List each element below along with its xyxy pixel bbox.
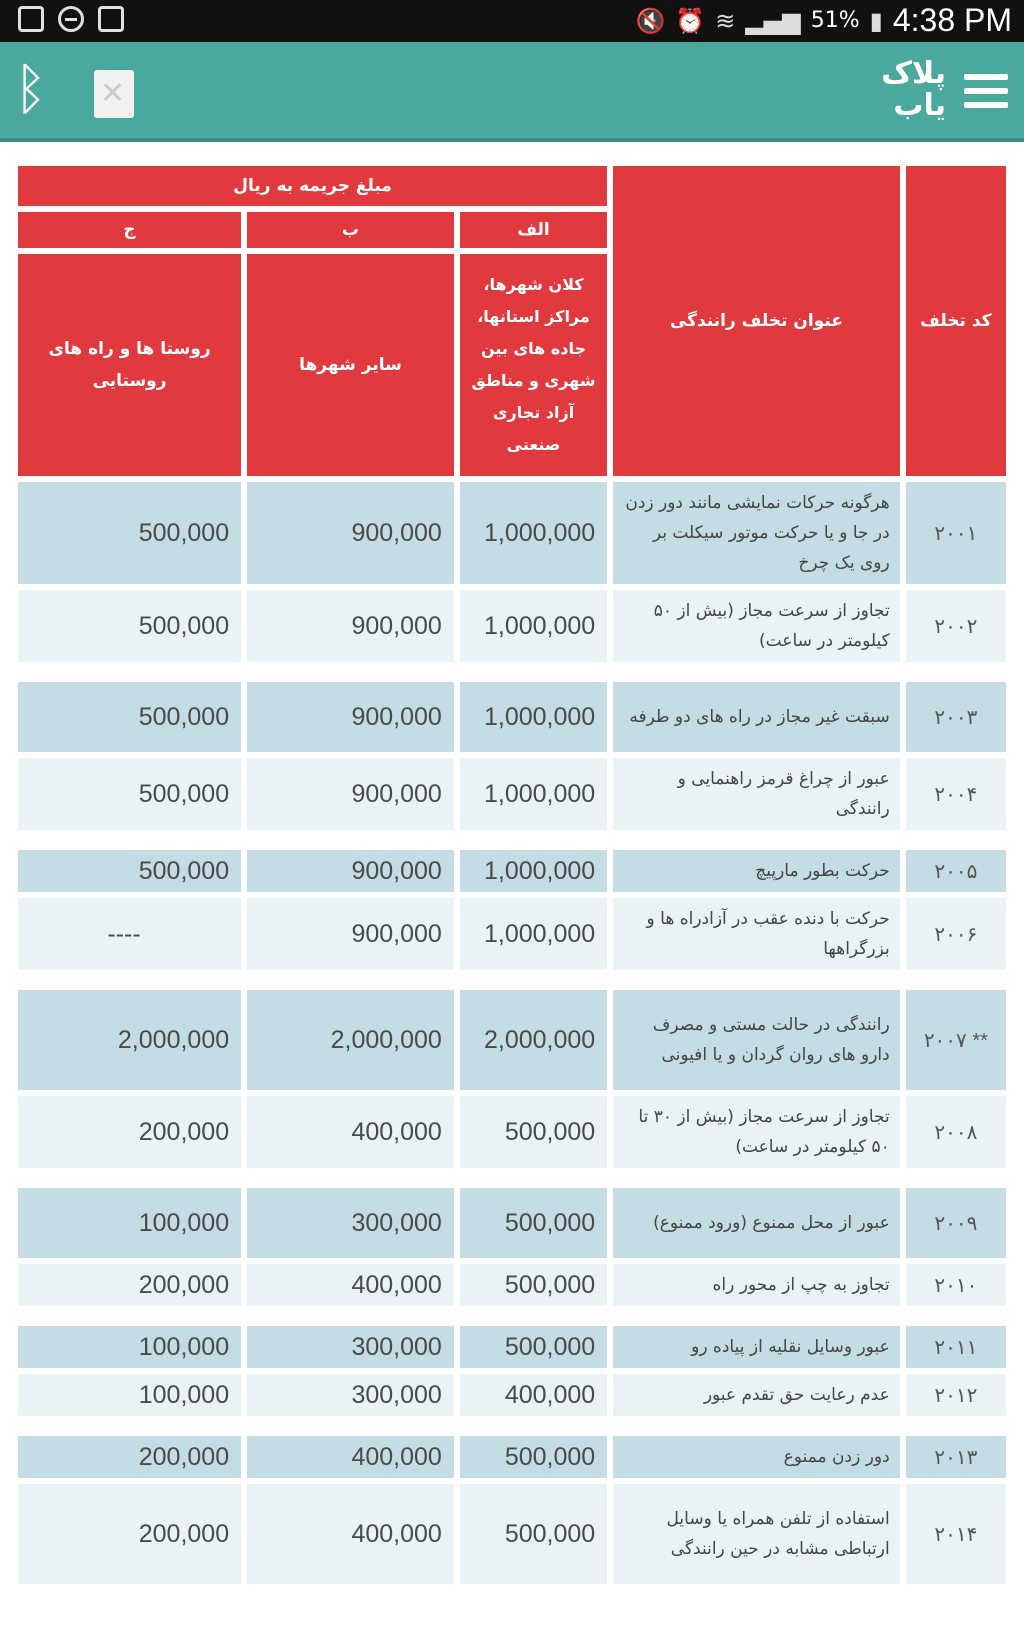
table-row [18,1484,1006,1584]
row-value-c: 200,000 [18,1436,241,1478]
row-value-b: 900,000 [247,682,454,752]
menu-icon[interactable] [964,74,1008,108]
spacer-cell [18,1422,1006,1430]
table-row [18,990,1006,1090]
row-value-a: 2,000,000 [460,990,607,1090]
signal-icon: ▂▄▆ [745,6,801,35]
row-value-a: 1,000,000 [460,850,607,892]
row-title: حرکت با دنده عقب در آزادراه ها و بزرگراهها [613,898,900,970]
row-value-a: 1,000,000 [460,482,607,584]
table-row [18,590,1006,662]
row-title: حرکت بطور مارپیچ [613,850,900,892]
row-code: ** ۲۰۰۷ [906,990,1006,1090]
row-value-c: 200,000 [18,1264,241,1306]
row-value-a: 500,000 [460,1326,607,1368]
table-row [18,482,1006,584]
spacer-cell [18,976,1006,984]
row-value-b: 900,000 [247,482,454,584]
row-spacer [18,1312,1006,1320]
row-value-a: 500,000 [460,1096,607,1168]
logo-line-1: پلاک [881,56,946,91]
row-code: ۲۰۰۵ [906,850,1006,892]
spacer-cell [18,836,1006,844]
app-bar [0,42,1024,142]
alarm-icon: ⏰ [675,6,706,35]
row-value-c: 200,000 [18,1096,241,1168]
row-value-c: 500,000 [18,850,241,892]
row-code: ۲۰۱۴ [906,1484,1006,1584]
header-col-a-desc: کلان شهرها، مراکز استانها، جاده های بین شهری و مناطق آزاد تجاری صنعتی [460,254,607,476]
row-value-b: 900,000 [247,758,454,830]
row-value-b: 400,000 [247,1484,454,1584]
row-code: ۲۰۰۳ [906,682,1006,752]
image-icon [98,6,124,32]
row-value-a: 1,000,000 [460,898,607,970]
row-code: ۲۰۱۳ [906,1436,1006,1478]
status-left-icons [18,6,124,32]
row-code: ۲۰۰۹ [906,1188,1006,1258]
row-code: ۲۰۱۲ [906,1374,1006,1416]
row-value-b: 300,000 [247,1188,454,1258]
row-title: رانندگی در حالت مستی و مصرف دارو های روان گردان و یا افیونی [613,990,900,1090]
row-title: تجاوز از سرعت مجاز (بیش از ۵۰ کیلومتر در ساعت) [613,590,900,662]
fines-table [12,160,1012,1590]
row-spacer [18,1174,1006,1182]
row-value-b: 400,000 [247,1264,454,1306]
row-spacer [18,668,1006,676]
row-code: ۲۰۰۸ [906,1096,1006,1168]
row-value-c: 500,000 [18,482,241,584]
row-value-c: 100,000 [18,1326,241,1368]
spacer-cell [18,668,1006,676]
row-value-a: 1,000,000 [460,682,607,752]
row-value-a: 1,000,000 [460,758,607,830]
row-value-c: 100,000 [18,1374,241,1416]
header-title: عنوان تخلف رانندگی [613,166,900,476]
row-value-b: 300,000 [247,1374,454,1416]
mute-icon: 🔇 [635,6,666,35]
status-right [635,2,1012,39]
row-code: ۲۰۰۴ [906,758,1006,830]
fines-table-container [17,160,1007,1590]
clock: 4:38 PM [892,2,1012,38]
table-row [18,1264,1006,1306]
table-row [18,758,1006,830]
table-row [18,898,1006,970]
battery-icon: ▮ [869,6,883,35]
row-value-b: 900,000 [247,898,454,970]
header-col-c: ج [18,212,241,248]
do-not-disturb-icon [58,6,84,32]
row-value-a: 500,000 [460,1264,607,1306]
row-title: عبور از محل ممنوع (ورود ممنوع) [613,1188,900,1258]
row-title: سبقت غیر مجاز در راه های دو طرفه [613,682,900,752]
header-col-a: الف [460,212,607,248]
row-title: عبور از چراغ قرمز راهنمایی و رانندگی [613,758,900,830]
row-title: هرگونه حرکات نمایشی مانند دور زدن در جا و یا حرکت موتور سیکلت بر روی یک چرخ [613,482,900,584]
row-title: استفاده از تلفن همراه یا وسایل ارتباطی مشابه در حین رانندگی [613,1484,900,1584]
row-value-c: 200,000 [18,1484,241,1584]
table-row [18,1374,1006,1416]
row-code: ۲۰۱۰ [906,1264,1006,1306]
table-row [18,1436,1006,1478]
spacer-cell [18,1174,1006,1182]
header-amount-group: مبلغ جریمه به ریال [18,166,607,206]
row-title: عدم رعایت حق تقدم عبور [613,1374,900,1416]
row-title: تجاوز از سرعت مجاز (بیش از ۳۰ تا ۵۰ کیلومتر در ساعت) [613,1096,900,1168]
header-code: کد تخلف [906,166,1006,476]
row-code: ۲۰۰۲ [906,590,1006,662]
row-value-b: 2,000,000 [247,990,454,1090]
table-row [18,1326,1006,1368]
header-col-b: ب [247,212,454,248]
header-col-c-desc: روستا ها و راه های روستایی [18,254,241,476]
header-col-b-desc: سایر شهرها [247,254,454,476]
row-value-b: 300,000 [247,1326,454,1368]
status-bar [0,0,1024,42]
row-title: تجاوز به چپ از محور راه [613,1264,900,1306]
row-value-c: 2,000,000 [18,990,241,1090]
table-row [18,1096,1006,1168]
table-row [18,850,1006,892]
table-row [18,682,1006,752]
row-spacer [18,976,1006,984]
row-value-c: 500,000 [18,590,241,662]
row-code: ۲۰۱۱ [906,1326,1006,1368]
row-value-b: 400,000 [247,1436,454,1478]
logo-line-2: یاب [893,88,946,123]
row-spacer [18,836,1006,844]
spacer-cell [18,1312,1006,1320]
row-code: ۲۰۰۱ [906,482,1006,584]
row-value-a: 400,000 [460,1374,607,1416]
notification-icon [18,6,44,32]
row-value-c: ---- [18,898,241,970]
row-value-c: 100,000 [18,1188,241,1258]
row-value-c: 500,000 [18,682,241,752]
battery-percent: 51% [810,8,860,33]
row-code: ۲۰۰۶ [906,898,1006,970]
sim-card-icon[interactable] [94,70,134,118]
row-value-c: 500,000 [18,758,241,830]
row-value-b: 900,000 [247,590,454,662]
row-value-b: 400,000 [247,1096,454,1168]
row-value-a: 500,000 [460,1436,607,1478]
row-title: عبور وسایل نقلیه از پیاده رو [613,1326,900,1368]
bluetooth-icon[interactable]: ᛒ [14,57,48,122]
row-title: دور زدن ممنوع [613,1436,900,1478]
table-row [18,1188,1006,1258]
row-value-a: 500,000 [460,1188,607,1258]
row-value-b: 900,000 [247,850,454,892]
wifi-icon: ≋ [715,6,736,35]
app-logo [881,58,946,122]
row-value-a: 1,000,000 [460,590,607,662]
row-spacer [18,1422,1006,1430]
row-value-a: 500,000 [460,1484,607,1584]
